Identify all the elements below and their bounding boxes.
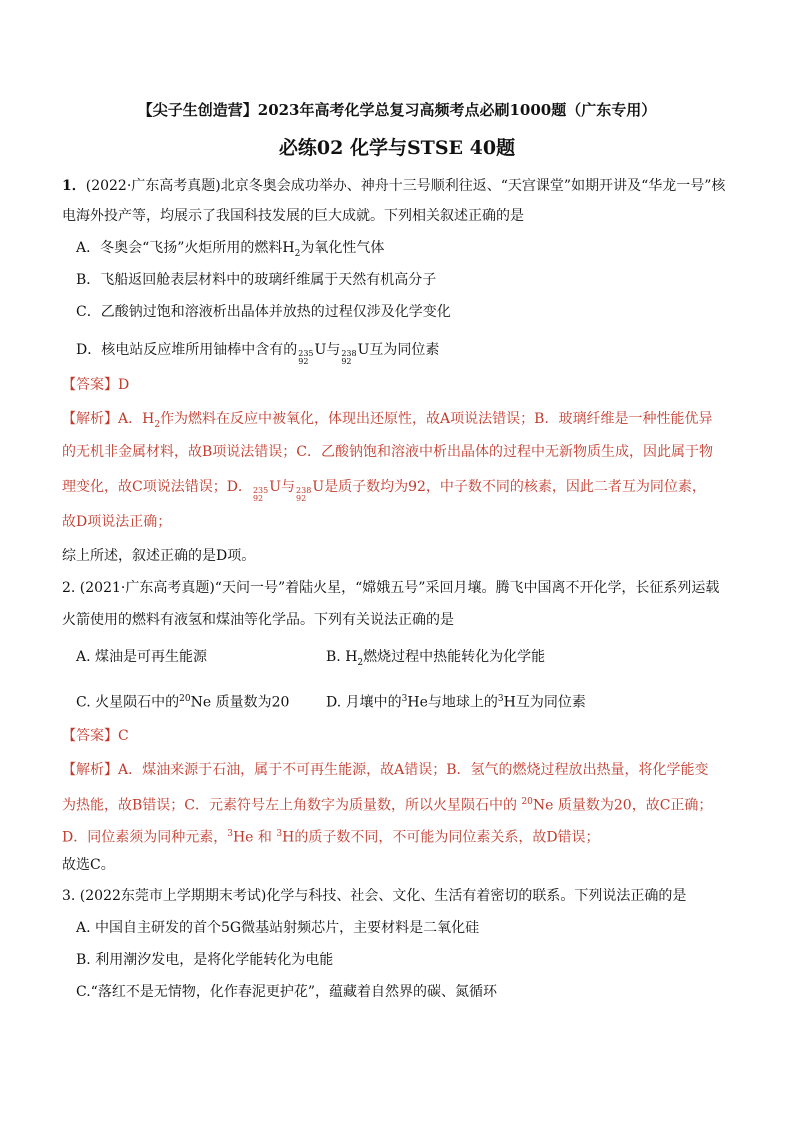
isotope-u238 [341,350,356,366]
q2-option-d-mid: He与地球上的 [407,694,498,711]
isotope-number: 92 [341,357,352,366]
q2-option-a: A. 煤油是可再生能源 [76,649,208,665]
q1-option-d-text: D．核电站反应堆所用铀棒中含有的 [76,342,298,358]
q2-exp-text: D．同位素须为同种元素， [62,829,228,846]
q3-stem: 3. (2022东莞市上学期期末考试)化学与科技、社会、文化、生活有着密切的联系。下列说法正确的是 [62,888,687,904]
q2-exp-text: 为热能，故B错误；C．元素符号左上角数字为质量数，所以火星陨石中的 [62,797,522,814]
q1-option-a-rest: 为氧化性气体 [300,240,385,256]
q2-stem-line1: 2. (2021·广东高考真题)“天问一号”着陆火星，“嫦娥五号”采回月壤。腾飞中国离不开化学，长征系列运载 [62,580,720,596]
q1-option-d-mid: U与 [314,342,341,358]
q2-exp-sup: 3 [227,829,233,839]
q1-option-d-rest: U互为同位素 [357,342,440,358]
q1-option-d [76,340,439,366]
isotope-u235 [253,487,268,503]
q1-exp-sub: 2 [154,419,161,430]
isotope-mass: 235 [298,349,314,358]
q2-summary: 故选C。 [62,857,115,873]
q1-explanation-line4: 故D项说法正确； [62,514,172,530]
q2-option-b-rest: 燃烧过程中热能转化为化学能 [363,649,546,665]
q1-explanation-line1 [62,409,712,435]
q2-exp-text: H的质子数不同，不可能为同位素关系，故D错误； [282,829,600,846]
q3-option-a: A. 中国自主研发的首个5G微基站射频芯片，主要材料是二氧化硅 [76,920,480,936]
q2-option-c-rest: Ne 质量数为20 [190,694,290,711]
q1-explanation-line2: 的无机非金属材料，故B项说法错误；C．乙酸钠饱和溶液中析出晶体的过程中无新物质生成，因此属于物 [62,444,713,460]
q1-stem-text1: (2022·广东高考真题)北京冬奥会成功举办、神舟十三号顺利往返、“天宫课堂”如期开讲及“华龙一号”核 [85,178,726,194]
q1-summary: 综上所述，叙述正确的是D项。 [62,548,256,564]
q2-option-d-sup: 3 [497,694,504,704]
q2-option-b [326,647,545,673]
q2-option-c [76,689,289,713]
q2-option-b-text: B. H [326,649,358,665]
isotope-mass: 238 [296,486,312,495]
q1-answer: 【答案】D [62,377,130,393]
q2-exp-text: Ne 质量数为20，故C正确； [532,797,713,814]
q2-option-d-sup: 3 [401,694,408,704]
isotope-u235 [298,350,313,366]
isotope-u238 [296,487,311,503]
q2-exp-sup: 20 [521,797,533,807]
q2-option-d [326,689,586,713]
q2-option-c-sup: 20 [179,694,191,704]
q1-stem-line2: 电海外投产等，均展示了我国科技发展的巨大成就。下列相关叙述正确的是 [62,208,524,224]
q1-exp-text: U与 [269,479,296,495]
q1-exp-text: 理变化，故C项说法错误；D． [62,479,252,495]
q2-option-b-sub: 2 [357,657,364,668]
q1-option-a-sub: 2 [294,248,301,259]
q2-explanation-line3 [62,824,600,848]
q2-exp-text: He 和 [232,829,277,846]
q1-option-a-text: A．冬奥会“飞扬”火炬所用的燃料H [76,240,295,256]
q2-stem-line2: 火箭使用的燃料有液氢和煤油等化学品。下列有关说法正确的是 [62,612,454,628]
q2-explanation-line1: 【解析】A．煤油来源于石油，属于不可再生能源，故A错误；B．氢气的燃烧过程放出热量，将化学能变 [62,762,709,778]
isotope-mass: 238 [341,349,357,358]
isotope-mass: 235 [252,486,269,495]
document-title: 【尖子生创造营】2023年高考化学总复习高频考点必刷1000题（广东专用） [137,101,657,119]
q3-option-b: B. 利用潮汐发电，是将化学能转化为电能 [76,952,334,968]
q1-exp-text: U是质子数均为92，中子数不同的核素，因此二者互为同位素， [312,479,706,495]
isotope-number: 92 [298,357,309,366]
document-subtitle: 必练02 化学与STSE 40题 [278,137,516,159]
q1-exp-text: 【解析】A．H [62,411,155,427]
q2-explanation-line2 [62,792,712,816]
q3-option-c: C.“落红不是无情物，化作春泥更护花”，蕴藏着自然界的碳、氮循环 [76,984,497,1000]
q1-option-c: C．乙酸钠过饱和溶液析出晶体并放热的过程仅涉及化学变化 [76,304,451,320]
q1-number: 1． [62,178,86,194]
q1-option-b: B．飞船返回舱表层材料中的玻璃纤维属于天然有机高分子 [76,272,437,288]
q1-stem-line1 [62,176,725,196]
q1-exp-text: 作为燃料在反应中被氧化，体现出还原性，故A项说法错误；B．玻璃纤维是一种性能优异 [160,411,713,427]
q2-exp-sup: 3 [276,829,283,839]
q2-option-d-rest: H互为同位素 [503,694,586,711]
q1-explanation-line3 [62,477,706,503]
q2-answer: 【答案】C [62,728,129,744]
q1-option-a [76,238,384,264]
q2-option-c-text: C. 火星陨石中的 [76,694,180,711]
isotope-number: 92 [296,494,307,503]
isotope-number: 92 [252,494,264,503]
q2-option-d-text: D. 月壤中的 [326,694,402,711]
